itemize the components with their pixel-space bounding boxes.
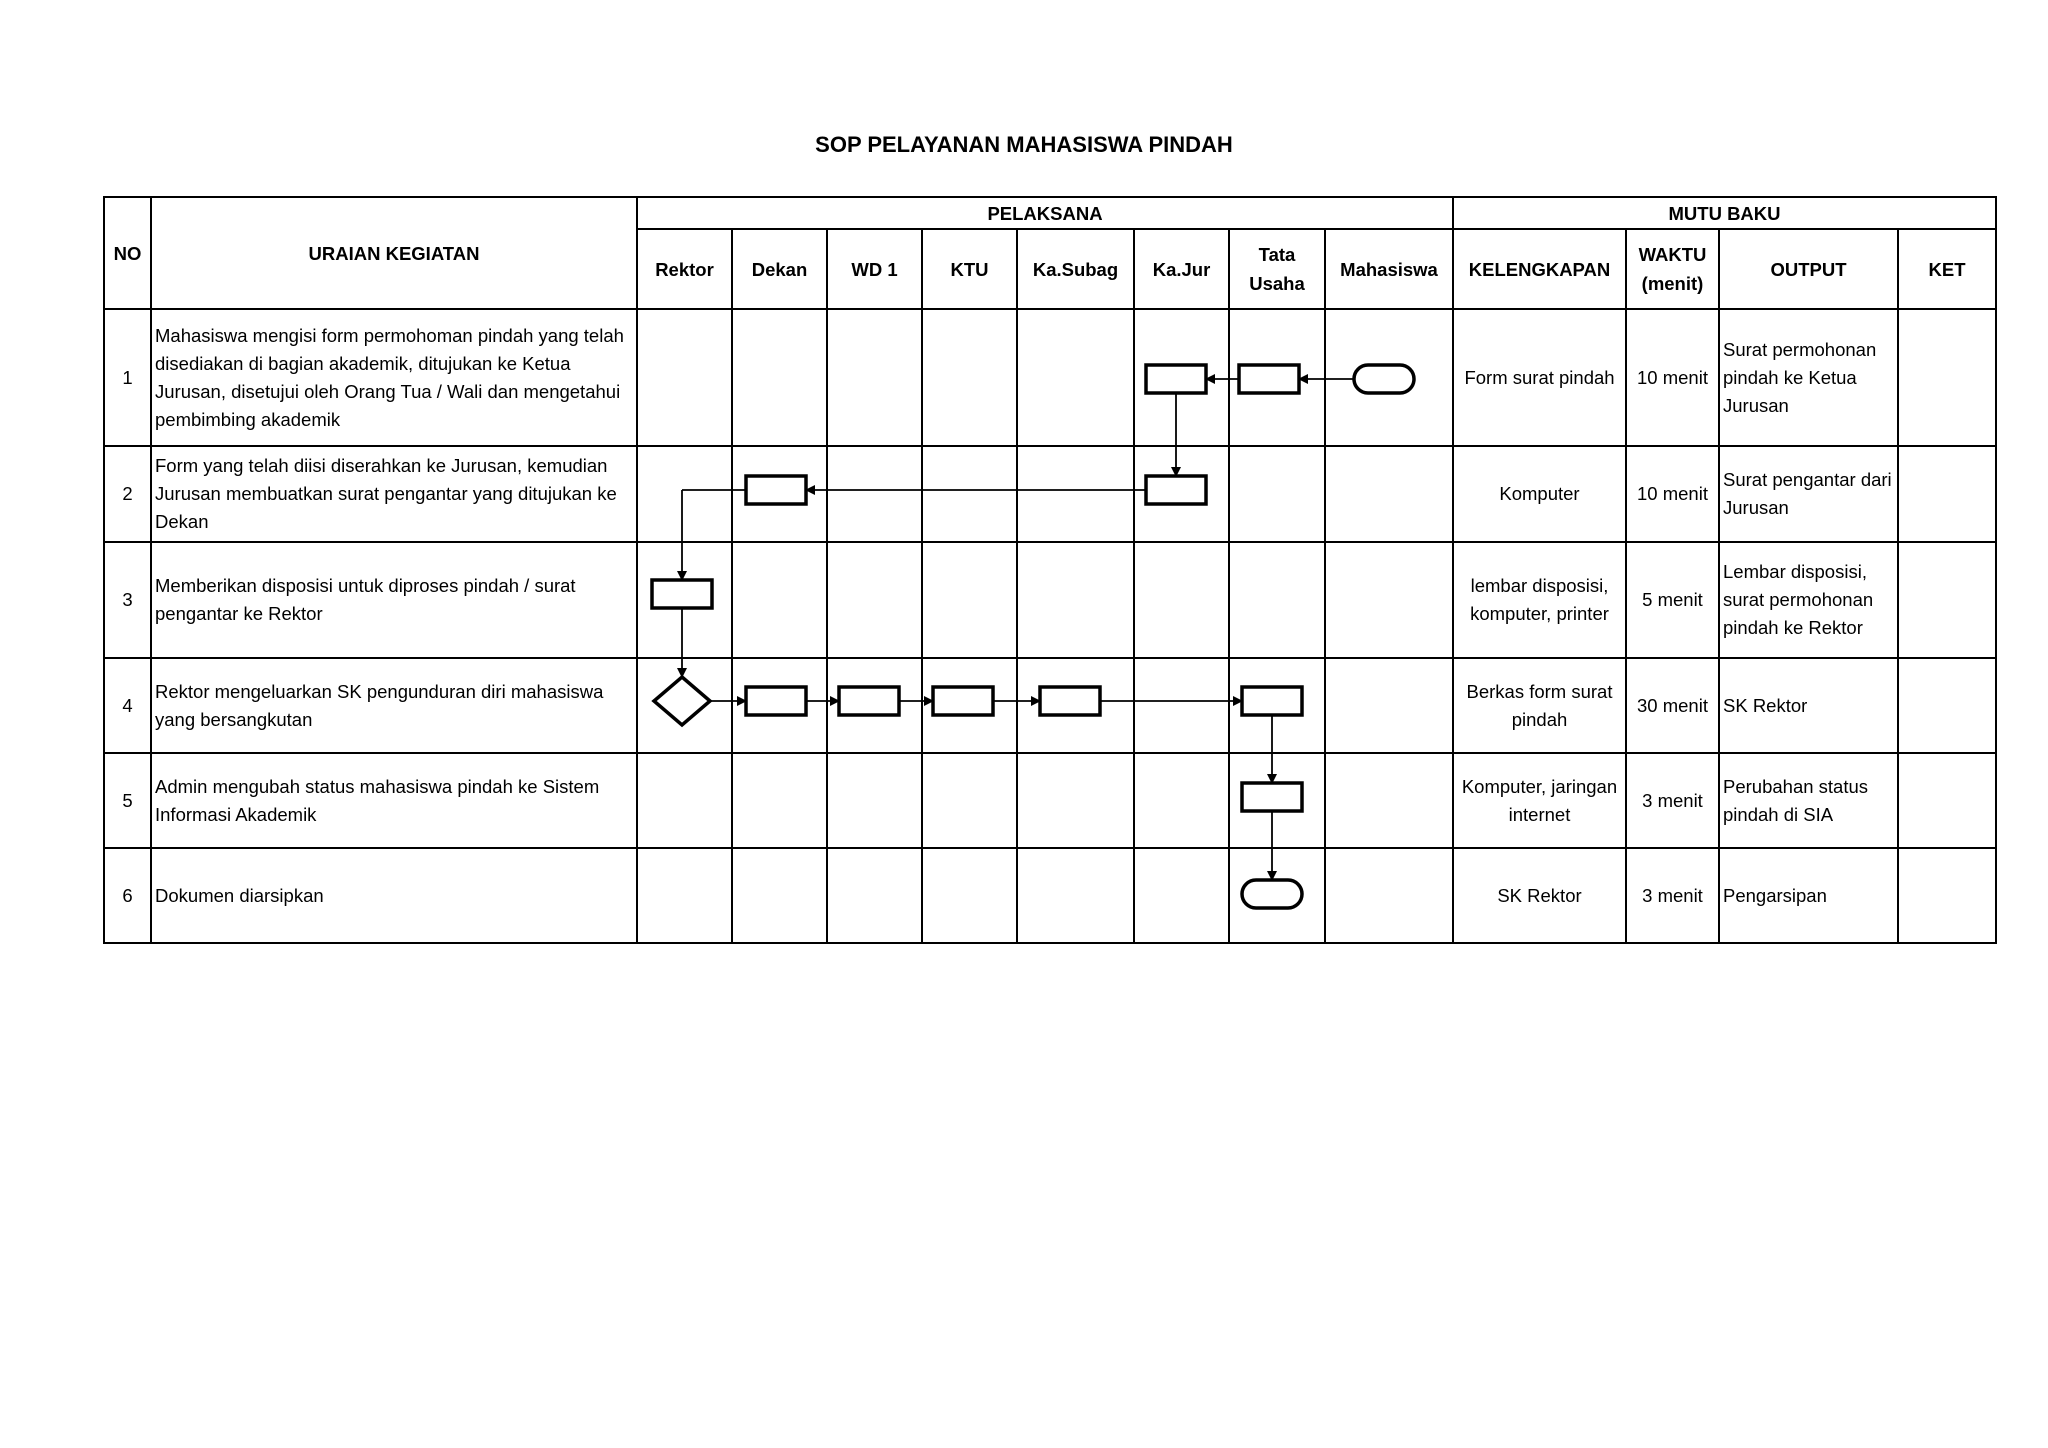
row-no: 6: [104, 848, 151, 943]
row-ket: [1898, 309, 1996, 446]
row-uraian: Memberikan disposisi untuk diproses pindah / surat pengantar ke Rektor: [151, 542, 637, 658]
lane-cell: [1017, 446, 1134, 542]
row-kelengkapan: Komputer, jaringan internet: [1453, 753, 1626, 848]
header-kelengkapan: KELENGKAPAN: [1453, 229, 1626, 309]
lane-cell: [1229, 446, 1325, 542]
row-kelengkapan: SK Rektor: [1453, 848, 1626, 943]
row-no: 3: [104, 542, 151, 658]
lane-cell: [827, 542, 922, 658]
lane-cell: [1017, 658, 1134, 753]
row-waktu: 10 menit: [1626, 446, 1719, 542]
row-no: 4: [104, 658, 151, 753]
lane-cell: [1134, 542, 1229, 658]
lane-cell: [922, 446, 1017, 542]
lane-cell: [1134, 446, 1229, 542]
row-no: 5: [104, 753, 151, 848]
table-row: [104, 658, 1996, 753]
row-no: 1: [104, 309, 151, 446]
row-ket: [1898, 658, 1996, 753]
lane-cell: [922, 658, 1017, 753]
header-actor-kajur: Ka.Jur: [1134, 229, 1229, 309]
sop-table: [103, 196, 1997, 944]
lane-cell: [1229, 753, 1325, 848]
row-output: Lembar disposisi, surat permohonan pindah ke Rektor: [1719, 542, 1898, 658]
header-actor-wd1: WD 1: [827, 229, 922, 309]
lane-cell: [1325, 848, 1453, 943]
lane-cell: [732, 542, 827, 658]
lane-cell: [827, 446, 922, 542]
row-kelengkapan: lembar disposisi, komputer, printer: [1453, 542, 1626, 658]
lane-cell: [827, 848, 922, 943]
lane-cell: [732, 753, 827, 848]
lane-cell: [1229, 848, 1325, 943]
table-row: [104, 542, 1996, 658]
lane-cell: [827, 309, 922, 446]
row-ket: [1898, 753, 1996, 848]
row-kelengkapan: Berkas form surat pindah: [1453, 658, 1626, 753]
row-ket: [1898, 446, 1996, 542]
lane-cell: [732, 309, 827, 446]
row-output: Pengarsipan: [1719, 848, 1898, 943]
lane-cell: [1134, 753, 1229, 848]
header-output: OUTPUT: [1719, 229, 1898, 309]
header-actor-ktu: KTU: [922, 229, 1017, 309]
lane-cell: [1017, 753, 1134, 848]
header-actor-mahasiswa: Mahasiswa: [1325, 229, 1453, 309]
table-row: [104, 753, 1996, 848]
lane-cell: [732, 658, 827, 753]
row-uraian: Form yang telah diisi diserahkan ke Jurusan, kemudian Jurusan membuatkan surat pengantar yang ditujukan ke Dekan: [151, 446, 637, 542]
row-uraian: Dokumen diarsipkan: [151, 848, 637, 943]
header-waktu: WAKTU (menit): [1626, 229, 1719, 309]
lane-cell: [827, 753, 922, 848]
lane-cell: [637, 753, 732, 848]
header-mutu-baku: MUTU BAKU: [1453, 197, 1996, 229]
row-ket: [1898, 542, 1996, 658]
lane-cell: [1134, 309, 1229, 446]
lane-cell: [922, 848, 1017, 943]
lane-cell: [637, 309, 732, 446]
table-row: [104, 848, 1996, 943]
lane-cell: [732, 446, 827, 542]
lane-cell: [1017, 309, 1134, 446]
lane-cell: [827, 658, 922, 753]
row-uraian: Admin mengubah status mahasiswa pindah ke Sistem Informasi Akademik: [151, 753, 637, 848]
lane-cell: [1325, 446, 1453, 542]
lane-cell: [1325, 753, 1453, 848]
lane-cell: [1325, 658, 1453, 753]
table-row: [104, 309, 1996, 446]
lane-cell: [1017, 542, 1134, 658]
header-actor-tata-usaha: Tata Usaha: [1229, 229, 1325, 309]
lane-cell: [637, 658, 732, 753]
row-waktu: 30 menit: [1626, 658, 1719, 753]
document-title: SOP PELAYANAN MAHASISWA PINDAH: [815, 132, 1233, 157]
row-kelengkapan: Form surat pindah: [1453, 309, 1626, 446]
lane-cell: [637, 542, 732, 658]
row-output: Surat pengantar dari Jurusan: [1719, 446, 1898, 542]
header-actor-kasubag: Ka.Subag: [1017, 229, 1134, 309]
row-waktu: 10 menit: [1626, 309, 1719, 446]
lane-cell: [1017, 848, 1134, 943]
row-uraian: Mahasiswa mengisi form permohoman pindah yang telah disediakan di bagian akademik, ditujukan ke Ketua Jurusan, disetujui oleh Orang Tua / Wali dan mengetahui pembimbing akademik: [151, 309, 637, 446]
lane-cell: [1325, 542, 1453, 658]
lane-cell: [1134, 658, 1229, 753]
row-output: Surat permohonan pindah ke Ketua Jurusan: [1719, 309, 1898, 446]
lane-cell: [922, 542, 1017, 658]
lane-cell: [732, 848, 827, 943]
lane-cell: [637, 446, 732, 542]
header-no: NO: [104, 197, 151, 309]
row-waktu: 3 menit: [1626, 848, 1719, 943]
lane-cell: [637, 848, 732, 943]
lane-cell: [1229, 542, 1325, 658]
header-actor-dekan: Dekan: [732, 229, 827, 309]
row-output: Perubahan status pindah di SIA: [1719, 753, 1898, 848]
lane-cell: [1134, 848, 1229, 943]
row-waktu: 5 menit: [1626, 542, 1719, 658]
lane-cell: [1229, 309, 1325, 446]
row-no: 2: [104, 446, 151, 542]
row-output: SK Rektor: [1719, 658, 1898, 753]
header-uraian-kegiatan: URAIAN KEGIATAN: [151, 197, 637, 309]
row-ket: [1898, 848, 1996, 943]
lane-cell: [1325, 309, 1453, 446]
lane-cell: [1229, 658, 1325, 753]
table-row: [104, 446, 1996, 542]
row-kelengkapan: Komputer: [1453, 446, 1626, 542]
lane-cell: [922, 753, 1017, 848]
row-uraian: Rektor mengeluarkan SK pengunduran diri mahasiswa yang bersangkutan: [151, 658, 637, 753]
header-ket: KET: [1898, 229, 1996, 309]
header-pelaksana: PELAKSANA: [637, 197, 1453, 229]
lane-cell: [922, 309, 1017, 446]
header-actor-rektor: Rektor: [637, 229, 732, 309]
row-waktu: 3 menit: [1626, 753, 1719, 848]
